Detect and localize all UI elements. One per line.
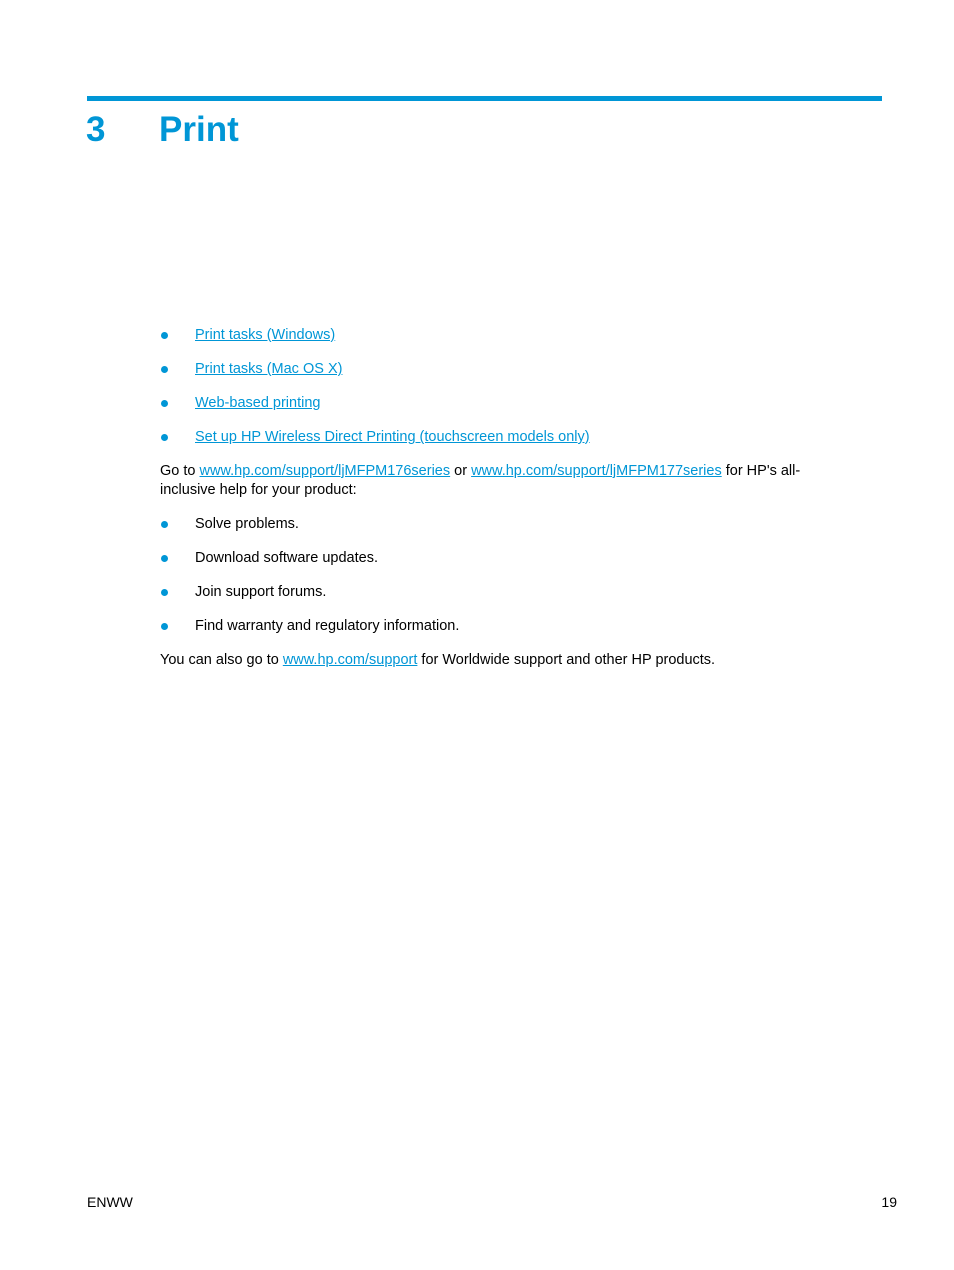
help-item-text: Find warranty and regulatory information. bbox=[195, 618, 460, 634]
bullet-icon bbox=[161, 434, 168, 441]
help-item-text: Solve problems. bbox=[195, 516, 299, 532]
list-item bbox=[160, 326, 840, 345]
also-paragraph bbox=[160, 651, 840, 670]
link-print-tasks-mac[interactable]: Print tasks (Mac OS X) bbox=[195, 361, 343, 377]
help-list bbox=[160, 515, 840, 636]
help-item-text: Download software updates. bbox=[195, 550, 378, 566]
bullet-icon bbox=[161, 623, 168, 630]
bullet-icon bbox=[161, 589, 168, 596]
also-text-prefix: You can also go to bbox=[160, 652, 283, 668]
footer-label: ENWW bbox=[87, 1194, 133, 1210]
support-paragraph bbox=[160, 462, 840, 500]
support-text-prefix: Go to bbox=[160, 463, 200, 479]
link-support-m177[interactable]: www.hp.com/support/ljMFPM177series bbox=[471, 463, 722, 479]
bullet-icon bbox=[161, 521, 168, 528]
list-item bbox=[160, 549, 840, 568]
also-text-suffix: for Worldwide support and other HP products. bbox=[417, 652, 716, 668]
list-item bbox=[160, 583, 840, 602]
bullet-icon bbox=[161, 555, 168, 562]
chapter-number: 3 bbox=[86, 110, 106, 149]
support-text-suffix: for HP's all-inclusive help for your product: bbox=[160, 463, 801, 498]
link-wireless-direct[interactable]: Set up HP Wireless Direct Printing (touchscreen models only) bbox=[195, 429, 590, 445]
page-number: 19 bbox=[881, 1194, 897, 1210]
chapter-content bbox=[160, 326, 840, 685]
bullet-icon bbox=[161, 366, 168, 373]
chapter-toc-list bbox=[160, 326, 840, 447]
list-item bbox=[160, 515, 840, 534]
support-text-middle: or bbox=[450, 463, 472, 479]
link-hp-support[interactable]: www.hp.com/support bbox=[282, 652, 418, 668]
list-item bbox=[160, 394, 840, 413]
bullet-icon bbox=[161, 400, 168, 407]
list-item bbox=[160, 617, 840, 636]
link-web-based-printing[interactable]: Web-based printing bbox=[195, 395, 321, 411]
link-print-tasks-windows[interactable]: Print tasks (Windows) bbox=[195, 327, 336, 343]
chapter-rule bbox=[87, 96, 882, 101]
chapter-title: Print bbox=[159, 110, 239, 149]
link-support-m176[interactable]: www.hp.com/support/ljMFPM176series bbox=[199, 463, 451, 479]
bullet-icon bbox=[161, 332, 168, 339]
help-item-text: Join support forums. bbox=[195, 584, 327, 600]
list-item bbox=[160, 360, 840, 379]
list-item bbox=[160, 428, 840, 447]
